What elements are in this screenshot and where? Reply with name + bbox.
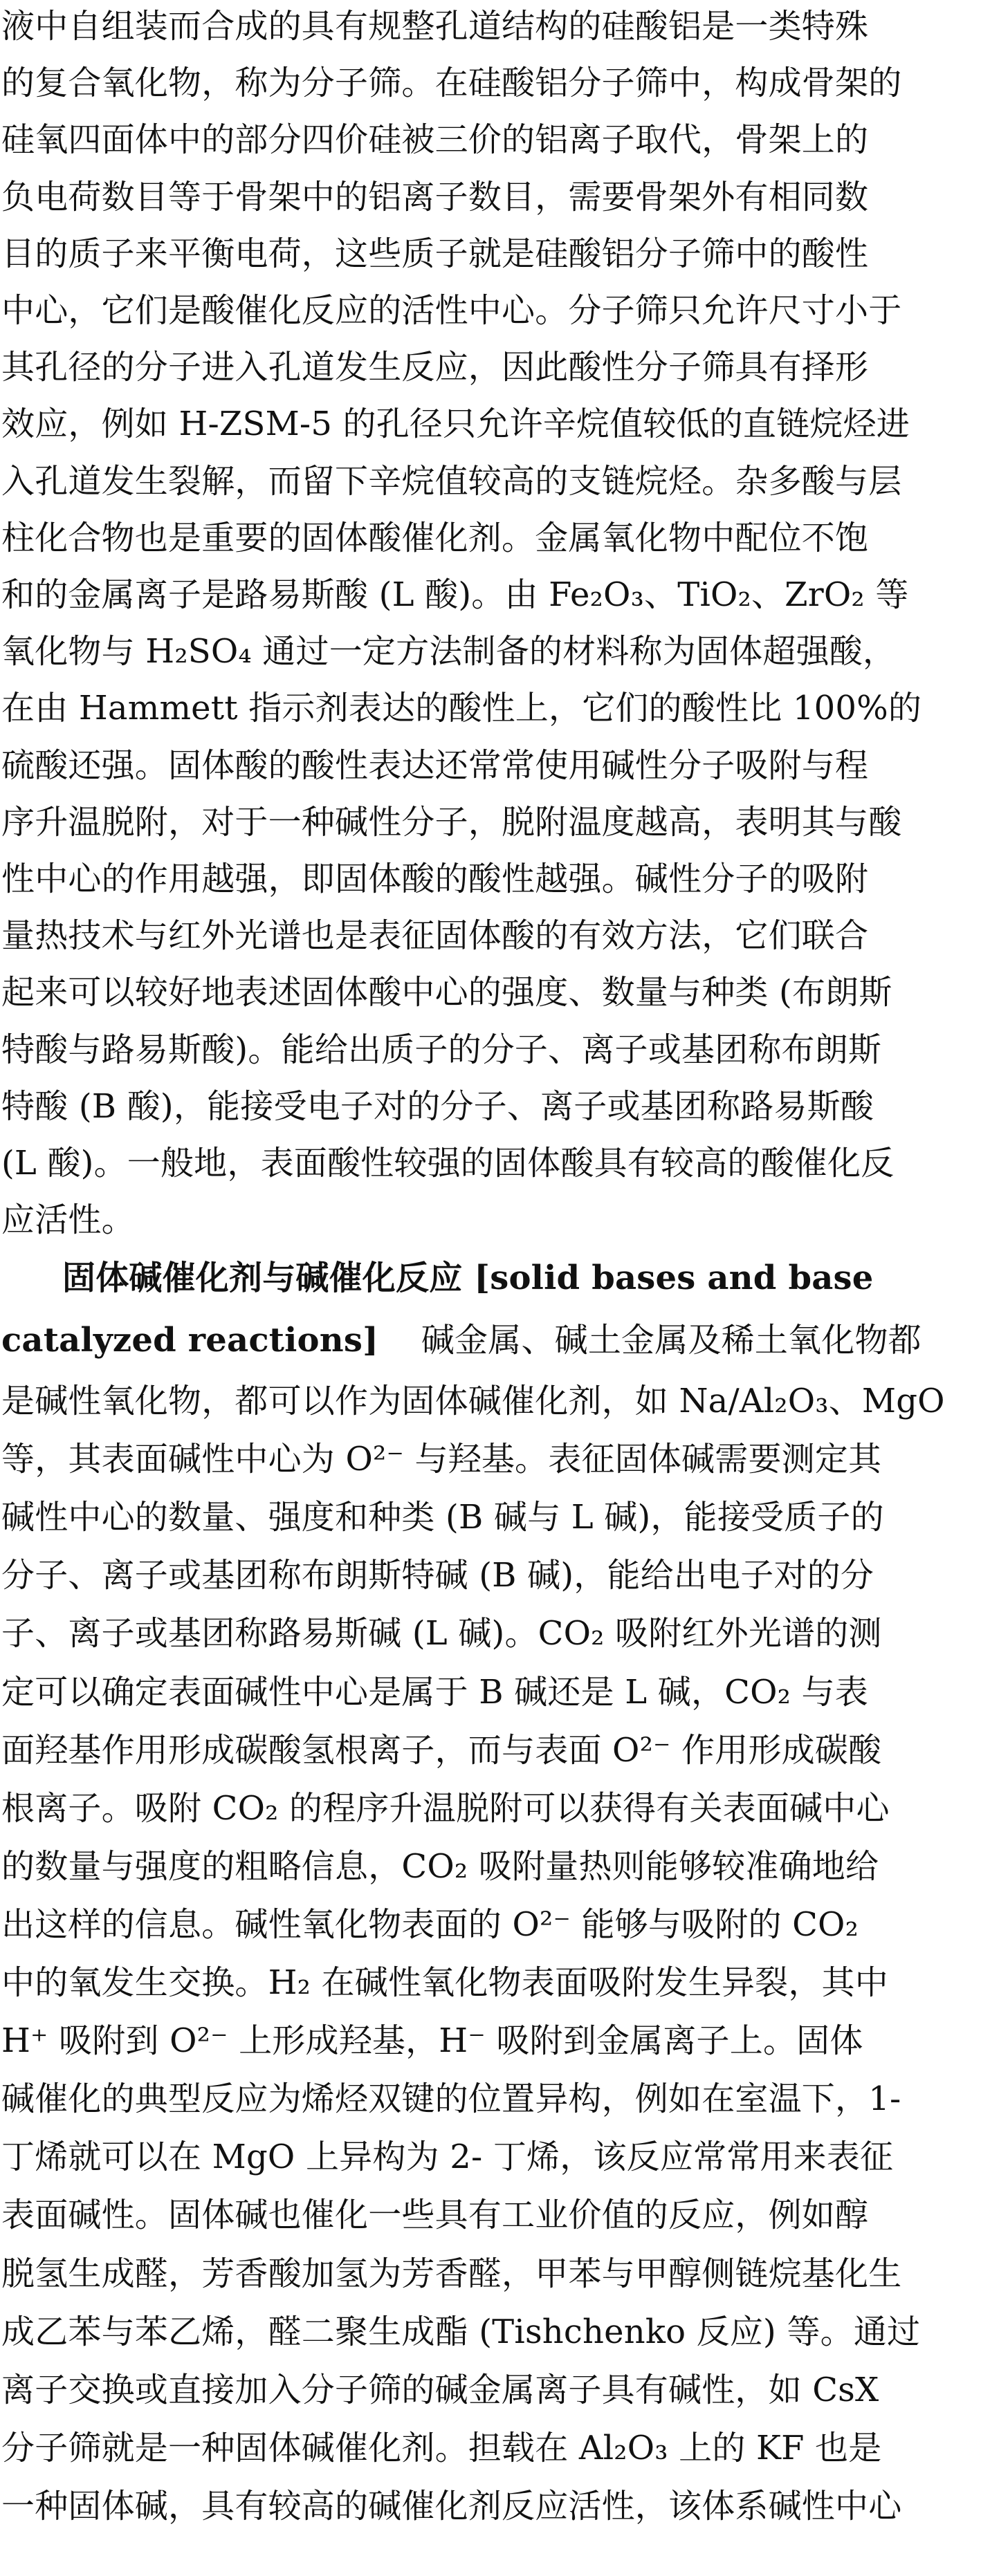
solid-base-paragraph-line: 等，其表面碱性中心为 O²⁻ 与羟基。表征固体碱需要测定其 (1, 1440, 882, 1479)
solid-acid-paragraph-line: 负电荷数目等于骨架中的铝离子数目，需要骨架外有相同数 (1, 177, 869, 216)
section-heading-line-two (1, 1319, 922, 1361)
solid-base-paragraph-line: 中的氧发生交换。H₂ 在碱性氧化物表面吸附发生异裂，其中 (1, 1963, 888, 2002)
solid-acid-paragraph-line: 效应，例如 H-ZSM-5 的孔径只允许辛烷值较低的直链烷烃进 (1, 405, 910, 444)
solid-base-paragraph-line: 是碱性氧化物，都可以作为固体碱催化剂，如 Na/Al₂O₃、MgO (1, 1382, 945, 1420)
solid-acid-paragraph-line: 液中自组装而合成的具有规整孔道结构的硅酸铝是一类特殊 (1, 7, 869, 46)
solid-base-paragraph-line: 成乙苯与苯乙烯，醛二聚生成酯 (Tishchenko 反应) 等。通过 (1, 2312, 921, 2351)
solid-base-paragraph-line: 碱性中心的数量、强度和种类 (B 碱与 L 碱)，能接受质子的 (1, 1498, 884, 1537)
solid-acid-paragraph-line: 特酸与路易斯酸)。能给出质子的分子、离子或基团称布朗斯 (1, 1030, 882, 1069)
solid-acid-paragraph-line: 特酸 (B 酸)，能接受电子对的分子、离子或基团称路易斯酸 (1, 1086, 874, 1126)
solid-base-paragraph-line: 丁烯就可以在 MgO 上异构为 2- 丁烯，该反应常常用来表征 (1, 2138, 894, 2177)
solid-acid-paragraph-line: 氧化物与 H₂SO₄ 通过一定方法制备的材料称为固体超强酸， (1, 632, 897, 671)
section-title-english-start: [solid bases and base (462, 1259, 874, 1297)
solid-base-paragraph-line: 一种固体碱，具有较高的碱催化剂反应活性，该体系碱性中心 (1, 2486, 902, 2526)
solid-acid-paragraph-line: 量热技术与红外光谱也是表征固体酸的有效方法，它们联合 (1, 916, 869, 956)
solid-base-paragraph-line: 根离子。吸附 CO₂ 的程序升温脱附可以获得有关表面碱中心 (1, 1788, 890, 1828)
solid-acid-paragraph-line: 的复合氧化物，称为分子筛。在硅酸铝分子筛中，构成骨架的 (1, 64, 902, 103)
solid-acid-paragraph-line: 在由 Hammett 指示剂表达的酸性上，它们的酸性比 100%的 (1, 689, 922, 728)
solid-acid-paragraph-line: 应活性。 (1, 1201, 135, 1240)
solid-acid-paragraph-line: 性中心的作用越强，即固体酸的酸性越强。碱性分子的吸附 (1, 860, 869, 898)
solid-base-paragraph-line: 表面碱性。固体碱也催化一些具有工业价值的反应，例如醇 (1, 2196, 869, 2235)
solid-acid-paragraph-line: (L 酸)。一般地，表面酸性较强的固体酸具有较高的酸催化反 (1, 1144, 895, 1183)
solid-acid-paragraph-line: 序升温脱附，对于一种碱性分子，脱附温度越高，表明其与酸 (1, 802, 902, 842)
solid-acid-paragraph-line: 硅氧四面体中的部分四价硅被三价的铝离子取代，骨架上的 (1, 120, 869, 160)
solid-base-paragraph-line: 分子筛就是一种固体碱催化剂。担载在 Al₂O₃ 上的 KF 也是 (1, 2428, 882, 2467)
solid-acid-paragraph-line: 和的金属离子是路易斯酸 (L 酸)。由 Fe₂O₃、TiO₂、ZrO₂ 等 (1, 575, 909, 614)
solid-acid-paragraph-line: 柱化合物也是重要的固体酸催化剂。金属氧化物中配位不饱 (1, 518, 869, 557)
solid-base-paragraph-line: 定可以确定表面碱性中心是属于 B 碱还是 L 碱，CO₂ 与表 (1, 1672, 868, 1712)
section-title: 固体碱催化剂与碱催化反应 (62, 1259, 463, 1297)
section-first-text: 碱金属、碱土金属及稀土氧化物都 (378, 1321, 922, 1360)
section-heading-line-one (62, 1257, 873, 1299)
solid-base-paragraph-line: H⁺ 吸附到 O²⁻ 上形成羟基，H⁻ 吸附到金属离子上。固体 (1, 2021, 863, 2061)
section-title-english-end: catalyzed reactions] (1, 1321, 379, 1360)
solid-acid-paragraph-line: 起来可以较好地表述固体酸中心的强度、数量与种类 (布朗斯 (1, 973, 892, 1012)
document-page (1, 3, 980, 2572)
solid-base-paragraph-line: 面羟基作用形成碳酸氢根离子，而与表面 O²⁻ 作用形成碳酸 (1, 1730, 882, 1770)
solid-acid-paragraph-line: 其孔径的分子进入孔道发生反应，因此酸性分子筛具有择形 (1, 348, 869, 387)
solid-base-paragraph-line: 分子、离子或基团称布朗斯特碱 (B 碱)，能给出电子对的分 (1, 1556, 874, 1595)
solid-base-paragraph-line: 的数量与强度的粗略信息，CO₂ 吸附量热则能够较准确地给 (1, 1846, 879, 1886)
solid-acid-paragraph-line: 入孔道发生裂解，而留下辛烷值较高的支链烷烃。杂多酸与层 (1, 461, 902, 501)
solid-base-paragraph-line: 出这样的信息。碱性氧化物表面的 O²⁻ 能够与吸附的 CO₂ (1, 1905, 859, 1944)
solid-acid-paragraph-line: 中心，它们是酸催化反应的活性中心。分子筛只允许尺寸小于 (1, 291, 902, 330)
solid-base-paragraph-line: 脱氢生成醛，芳香酸加氢为芳香醛，甲苯与甲醇侧链烷基化生 (1, 2254, 902, 2293)
solid-base-paragraph-line: 离子交换或直接加入分子筛的碱金属离子具有碱性，如 CsX (1, 2370, 879, 2409)
solid-base-paragraph-line: 子、离子或基团称路易斯碱 (L 碱)。CO₂ 吸附红外光谱的测 (1, 1614, 882, 1653)
solid-acid-paragraph-line: 目的质子来平衡电荷，这些质子就是硅酸铝分子筛中的酸性 (1, 234, 869, 273)
solid-base-paragraph-line: 碱催化的典型反应为烯烃双键的位置异构，例如在室温下，1- (1, 2079, 901, 2119)
solid-acid-paragraph-line: 硫酸还强。固体酸的酸性表达还常常使用碱性分子吸附与程 (1, 745, 869, 785)
